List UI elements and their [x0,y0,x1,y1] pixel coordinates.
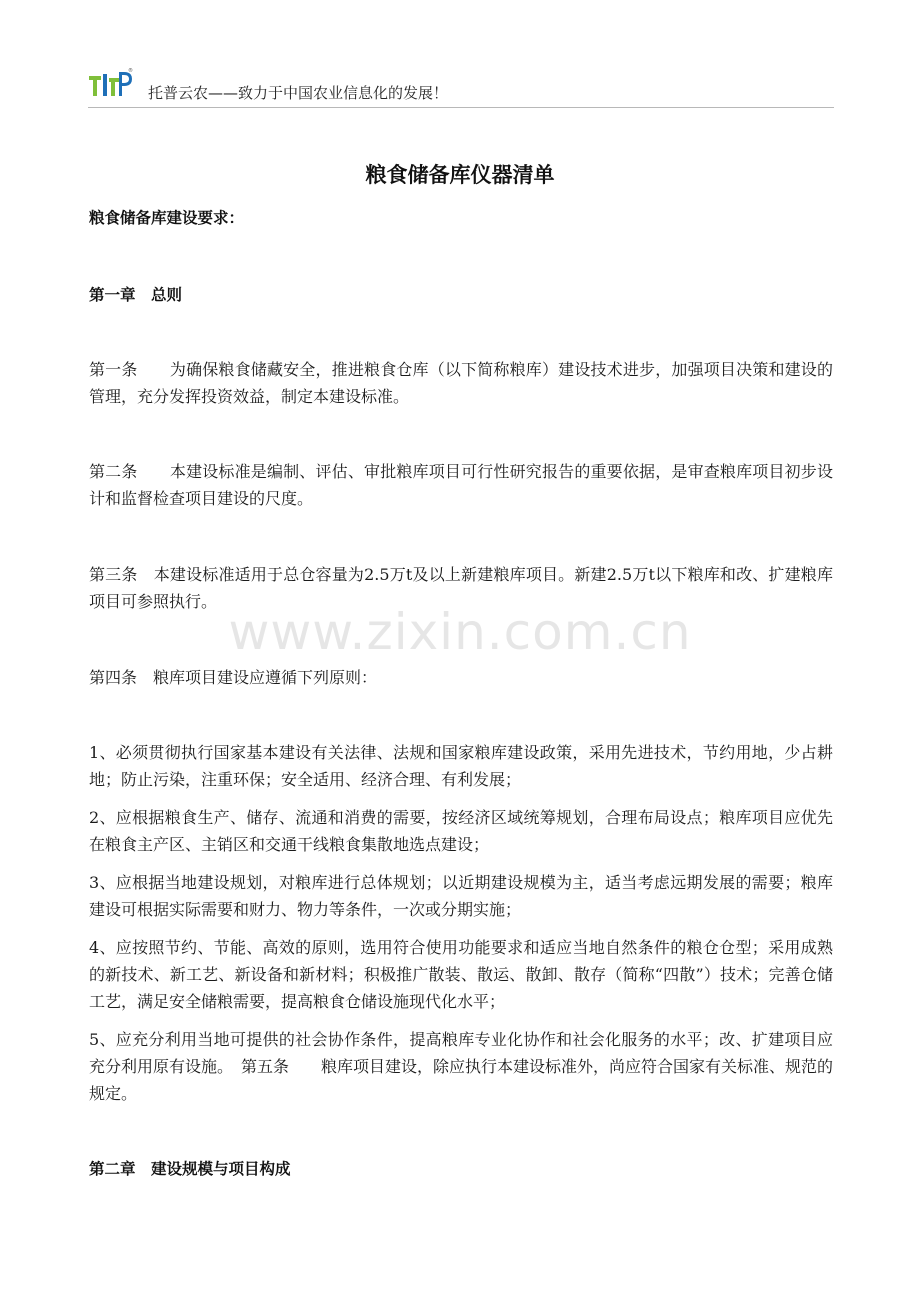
principle-item-4: 4、应按照节约、节能、高效的原则，选用符合使用功能要求和适应当地自然条件的粮仓仓型；采用成熟的新技术、新工艺、新设备和新材料；积极推广散装、散运、散卸、散存（简称“四散”）技术；完善仓储工艺，满足安全储粮需要，提高粮食仓储设施现代化水平； [89,938,833,1011]
registered-mark: ® [128,68,133,74]
article-2: 第二条 本建设标准是编制、评估、审批粮库项目可行性研究报告的重要依据，是审查粮库项目初步设计和监督检查项目建设的尺度。 [89,462,833,508]
requirements-heading: 粮食储备库建设要求： [89,209,245,227]
header-divider [88,107,834,108]
principle-item-3: 3、应根据当地建设规划，对粮库进行总体规划；以近期建设规模为主，适当考虑远期发展的需要；粮库建设可根据实际需要和财力、物力等条件，一次或分期实施； [89,873,833,919]
chapter-2-heading: 第二章 建设规模与项目构成 [89,1160,291,1178]
page-header [88,62,834,108]
tp-logo-icon [88,68,134,100]
article-3: 第三条 本建设标准适用于总仓容量为2.5万t及以上新建粮库项目。新建2.5万t以下粮库和改、扩建粮库项目可参照执行。 [89,565,833,611]
chapter-1-heading: 第一章 总则 [89,286,183,304]
article-4: 第四条 粮库项目建设应遵循下列原则： [89,668,378,687]
header-slogan: 托普云农——致力于中国农业信息化的发展！ [148,84,449,102]
article-1: 第一条 为确保粮食储藏安全，推进粮食仓库（以下简称粮库）建设技术进步，加强项目决策和建设的管理，充分发挥投资效益，制定本建设标准。 [89,360,833,406]
watermark: www.zixin.com.cn [228,603,692,661]
principle-item-5: 5、应充分利用当地可提供的社会协作条件，提高粮库专业化协作和社会化服务的水平；改、扩建项目应充分利用原有设施。 第五条 粮库项目建设，除应执行本建设标准外，尚应符合国家有关标准、规范的规定。 [89,1030,834,1103]
principle-item-2: 2、应根据粮食生产、储存、流通和消费的需要，按经济区域统筹规划，合理布局设点；粮库项目应优先在粮食主产区、主销区和交通干线粮食集散地选点建设； [89,808,833,854]
principle-item-1: 1、必须贯彻执行国家基本建设有关法律、法规和国家粮库建设政策，采用先进技术，节约用地，少占耕地；防止污染，注重环保；安全适用、经济合理、有利发展； [89,743,833,789]
document-title: 粮食储备库仪器清单 [365,163,555,187]
